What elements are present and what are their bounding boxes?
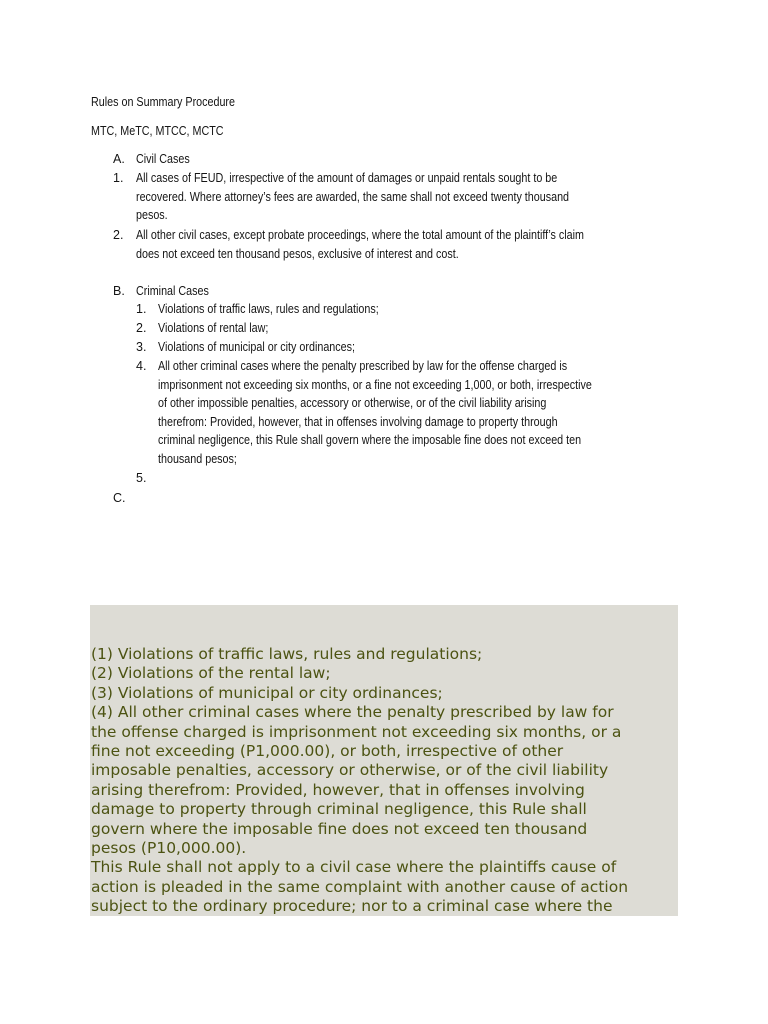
criminal-item-3-line: Violations of municipal or city ordinances;	[158, 340, 355, 354]
rule-excerpt-box	[90, 605, 678, 916]
civil-item-2	[136, 226, 657, 263]
civil-item-1	[136, 169, 640, 225]
excerpt-line: subject to the ordinary procedure; nor to a criminal case where the	[91, 897, 613, 916]
section-a-marker: A.	[113, 152, 125, 166]
criminal-item-2	[158, 319, 286, 338]
criminal-item-2-line: Violations of rental law;	[158, 321, 269, 335]
criminal-item-1-line: Violations of traffic laws, rules and regulations;	[158, 302, 379, 316]
section-c-marker: C.	[113, 491, 126, 505]
civil-item-1-marker: 1.	[113, 171, 124, 185]
excerpt-line: fine not exceeding (P1,000.00), or both, irrespective of other	[91, 742, 564, 761]
criminal-item-4-line: thousand pesos;	[158, 451, 237, 466]
civil-item-1-line: pesos.	[136, 208, 168, 223]
excerpt-line: (4) All other criminal cases where the penalty prescribed by law for	[91, 703, 614, 722]
criminal-item-4-line: imprisonment not exceeding six months, or a fine not exceeding 1,000, or both, irrespective	[158, 377, 592, 392]
criminal-item-2-marker: 2.	[136, 321, 147, 335]
criminal-item-4-line: criminal negligence, this Rule shall govern where the imposable fine does not exceed ten	[158, 433, 582, 448]
excerpt-line: imposable penalties, accessory or otherwise, or of the civil liability	[91, 761, 609, 780]
excerpt-line: govern where the imposable fine does not exceed ten thousand	[91, 819, 588, 838]
excerpt-line: This Rule shall not apply to a civil case where the plaintiffs cause of	[91, 858, 617, 877]
criminal-item-3	[158, 338, 387, 357]
criminal-item-4-line: therefrom: Provided, however, that in offenses involving damage to property through	[158, 414, 558, 429]
criminal-item-5-marker: 5.	[136, 471, 147, 485]
criminal-item-4-line: All other criminal cases where the penalty prescribed by law for the offense charged is	[158, 359, 568, 373]
courts-line: MTC, MeTC, MTCC, MCTC	[91, 124, 224, 138]
civil-item-2-line: does not exceed ten thousand pesos, exclusive of interest and cost.	[136, 246, 459, 261]
criminal-item-4-marker: 4.	[136, 359, 147, 373]
excerpt-line: (2) Violations of the rental law;	[91, 664, 331, 683]
section-b-marker: B.	[113, 284, 125, 298]
excerpt-line: damage to property through criminal negligence, this Rule shall	[91, 800, 587, 819]
excerpt-line: (3) Violations of municipal or city ordinances;	[91, 683, 443, 702]
rule-excerpt-text	[91, 645, 628, 916]
section-b-heading: Criminal Cases	[136, 284, 209, 298]
excerpt-line: action is pleaded in the same complaint with another cause of action	[91, 877, 629, 896]
document-title: Rules on Summary Procedure	[91, 95, 235, 109]
excerpt-line: arising therefrom: Provided, however, that in offenses involving	[91, 780, 585, 799]
civil-item-2-marker: 2.	[113, 228, 124, 242]
excerpt-line: the offense charged is imprisonment not exceeding six months, or a	[91, 722, 622, 741]
criminal-item-4	[158, 357, 662, 469]
excerpt-line: pesos (P10,000.00).	[91, 839, 247, 858]
civil-item-1-line: All cases of FEUD, irrespective of the amount of damages or unpaid rentals sought to be	[136, 171, 558, 185]
criminal-item-3-marker: 3.	[136, 340, 147, 354]
section-a-heading: Civil Cases	[136, 152, 190, 166]
criminal-item-4-line: of other impossible penalties, accessory or otherwise, or of the civil liability arising	[158, 396, 547, 411]
excerpt-line: (1) Violations of traffic laws, rules and regulations;	[91, 645, 483, 663]
civil-item-1-line: recovered. Where attorney’s fees are awarded, the same shall not exceed twenty thousand	[136, 189, 570, 204]
criminal-item-1	[158, 300, 415, 319]
criminal-item-1-marker: 1.	[136, 302, 147, 316]
civil-item-2-line: All other civil cases, except probate proceedings, where the total amount of the plaintiff’s claim	[136, 228, 584, 242]
